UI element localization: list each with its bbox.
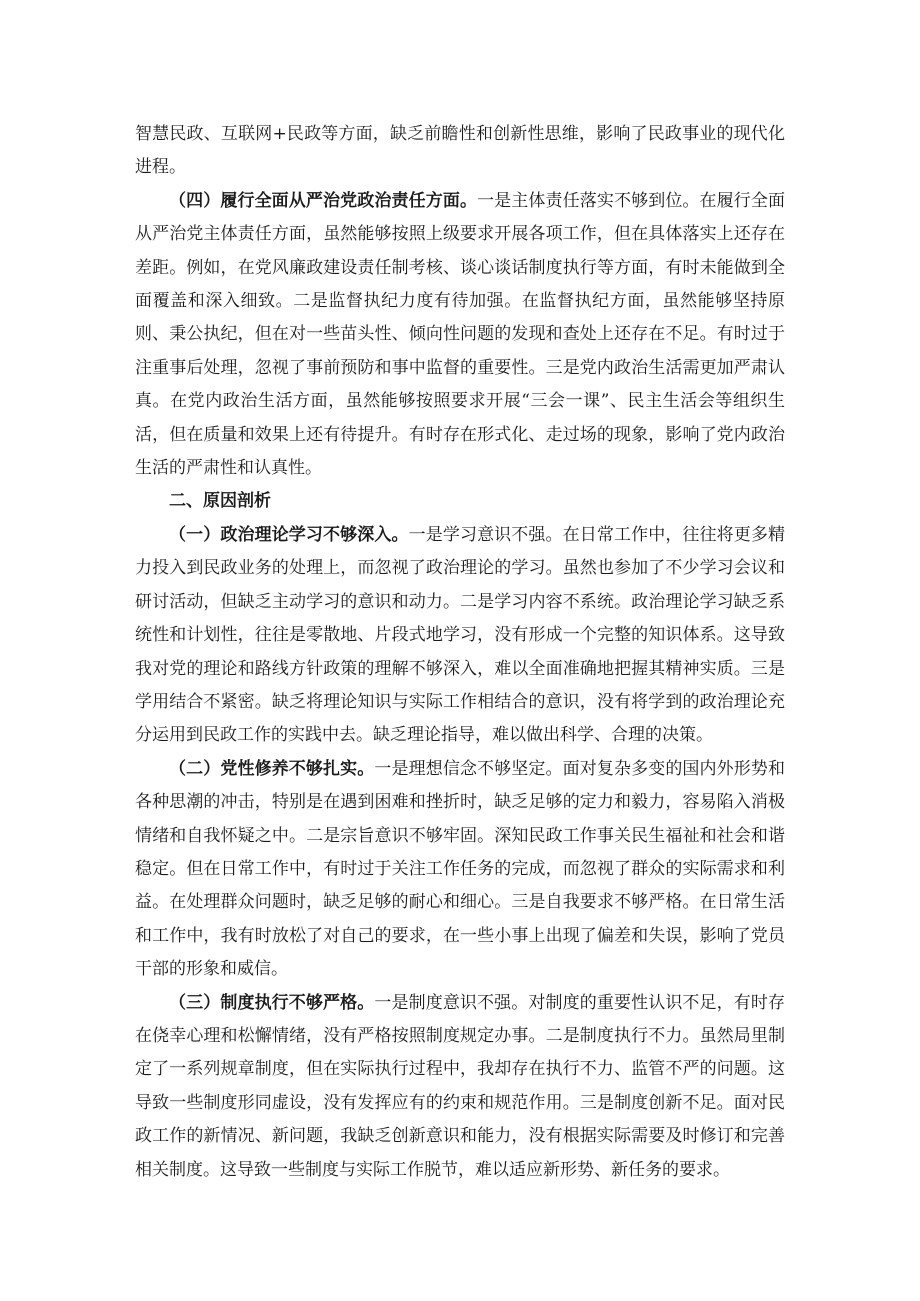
section-four-paragraph	[135, 185, 785, 486]
intro-paragraph	[135, 118, 785, 185]
cause-one-lead: （一）政治理论学习不够深入。	[169, 524, 409, 545]
cause-three-body: 一是制度意识不强。对制度的重要性认识不足，有时存在侥幸心理和松懈情绪，没有严格按照制度规定办事。二是制度执行不力。虽然局里制定了一系列规章制度，但在实际执行过程中，我却存在执行不力、监管不严的问题。这导致一些制度形同虚设，没有发挥应有的约束和规范作用。三是制度创新不足。面对民政工作的新情况、新问题，我缺乏创新意识和能力，没有根据实际需要及时修订和完善相关制度。这导致一些制度与实际工作脱节，难以适应新形势、新任务的要求。	[135, 992, 786, 1180]
intro-body: 智慧民政、互联网+民政等方面，缺乏前瞻性和创新性思维，影响了民政事业的现代化进程。	[135, 124, 785, 178]
section-heading-cause-analysis: 二、原因剖析	[169, 491, 271, 512]
cause-two-lead: （二）党性修养不够扎实。	[169, 758, 375, 779]
document-body	[135, 118, 785, 1187]
cause-one-paragraph	[135, 519, 785, 753]
section-four-lead: （四）履行全面从严治党政治责任方面。	[169, 190, 478, 211]
cause-two-paragraph	[135, 753, 785, 987]
cause-one-body: 一是学习意识不强。在日常工作中，往往将更多精力投入到民政业务的处理上，而忽视了政治理论的学习。虽然也参加了不少学习会议和研讨活动，但缺乏主动学习的意识和动力。二是学习内容不系统。政治理论学习缺乏系统性和计划性，往往是零散地、片段式地学习，没有形成一个完整的知识体系。这导致我对党的理论和路线方针政策的理解不够深入，难以全面准确地把握其精神实质。三是学用结合不紧密。缺乏将理论知识与实际工作相结合的意识，没有将学到的政治理论充分运用到民政工作的实践中去。缺乏理论指导，难以做出科学、合理的决策。	[135, 524, 786, 746]
cause-two-body: 一是理想信念不够坚定。面对复杂多变的国内外形势和各种思潮的冲击，特别是在遇到困难和挫折时，缺乏足够的定力和毅力，容易陷入消极情绪和自我怀疑之中。二是宗旨意识不够牢固。深知民政工作事关民生福祉和社会和谐稳定。但在日常工作中，有时过于关注工作任务的完成，而忽视了群众的实际需求和利益。在处理群众问题时，缺乏足够的耐心和细心。三是自我要求不够严格。在日常生活和工作中，我有时放松了对自己的要求，在一些小事上出现了偏差和失误，影响了党员干部的形象和威信。	[135, 758, 786, 980]
cause-three-paragraph	[135, 987, 785, 1187]
cause-three-lead: （三）制度执行不够严格。	[169, 992, 375, 1013]
section-four-body: 一是主体责任落实不够到位。在履行全面从严治党主体责任方面，虽然能够按照上级要求开展各项工作，但在具体落实上还存在差距。例如，在党风廉政建设责任制考核、谈心谈话制度执行等方面，有时未能做到全面覆盖和深入细致。二是监督执纪力度有待加强。在监督执纪方面，虽然能够坚持原则、秉公执纪，但在对一些苗头性、倾向性问题的发现和查处上还存在不足。有时过于注重事后处理，忽视了事前预防和事中监督的重要性。三是党内政治生活需更加严肃认真。在党内政治生活方面，虽然能够按照要求开展“三会一课”、民主生活会等组织生活，但在质量和效果上还有待提升。有时存在形式化、走过场的现象，影响了党内政治生活的严肃性和认真性。	[135, 190, 786, 479]
